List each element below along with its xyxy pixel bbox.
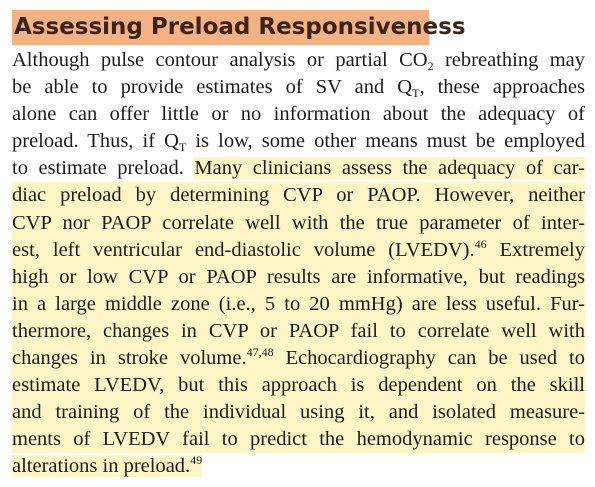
section-heading: Assessing Preload Responsiveness	[14, 14, 466, 40]
citation: 49	[190, 453, 203, 468]
highlighted-line: changes in stroke volume.$^{47,48}$ Echocardiography can be used to	[12, 345, 585, 372]
text-line: preload. Thus, if $Q_T$ is low, some other means must be employed	[12, 130, 585, 155]
highlighted-line: ments of LVEDV fail to predict the hemodynamic response to	[12, 426, 585, 453]
body-paragraph	[12, 47, 585, 481]
text-line: Although pulse contour analysis or partial $CO_2$ rebreathing may	[12, 49, 585, 73]
highlighted-text: alterations in preload.$^{49}$	[12, 453, 203, 478]
text-line: be able to provide estimates of SV and $Q_T$, these approaches	[12, 76, 585, 101]
highlighted-line: high or low CVP or PAOP results are informative, but readings	[12, 264, 585, 291]
highlighted-line: in a large middle zone (i.e., 5 to 20 mmHg) are less useful. Fur-	[12, 291, 585, 318]
highlighted-line: estimate LVEDV, but this approach is dependent on the skill	[12, 372, 585, 399]
highlighted-line: and training of the individual using it, and isolated measure-	[12, 399, 585, 426]
highlighted-line: thermore, changes in CVP or PAOP fail to correlate well with	[12, 318, 585, 345]
citation: 47,48	[246, 345, 274, 360]
text-line: to estimate preload. Many clinicians assess the adequacy of car-	[12, 157, 585, 180]
text-line: alone can offer little or no information about the adequacy of	[12, 103, 585, 126]
citation: 46	[474, 236, 487, 251]
highlighted-line: est, left ventricular end-diastolic volume (LVEDV).$^{46}$ Extremely	[12, 237, 585, 264]
text-line	[12, 453, 585, 480]
highlighted-text: Many clinicians assess the adequacy of car-	[194, 157, 585, 180]
highlighted-line: CVP nor PAOP correlate well with the true parameter of inter-	[12, 210, 585, 237]
highlighted-line: diac preload by determining CVP or PAOP. However, neither	[12, 182, 585, 209]
